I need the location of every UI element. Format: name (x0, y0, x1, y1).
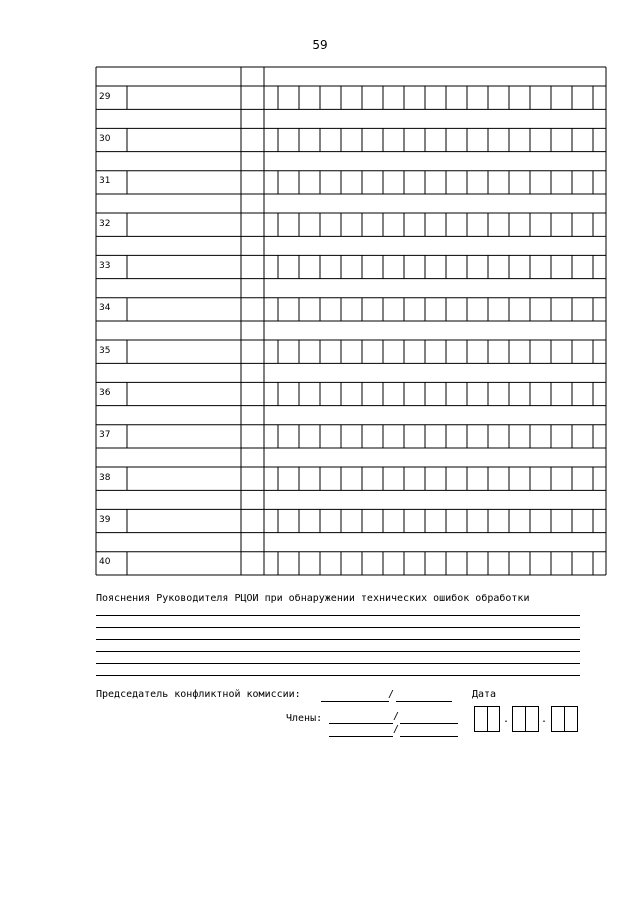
member-1-signature-line[interactable] (329, 723, 393, 724)
page-number: 59 (312, 38, 328, 52)
row-number: 38 (99, 472, 111, 483)
row-number: 35 (99, 345, 111, 356)
date-dot-1: . (503, 714, 510, 725)
chairman-separator: / (388, 689, 395, 700)
date-label: Дата (472, 689, 497, 700)
date-dot-2: . (541, 714, 548, 725)
row-number: 36 (99, 388, 111, 399)
explanation-line[interactable] (96, 651, 580, 652)
explanation-line[interactable] (96, 675, 580, 676)
members-label: Члены: (286, 713, 323, 724)
chairman-name-line[interactable] (396, 701, 452, 702)
explanation-line[interactable] (96, 639, 580, 640)
date-month-box[interactable] (512, 706, 539, 732)
explanation-line[interactable] (96, 627, 580, 628)
row-number: 29 (99, 91, 111, 102)
row-number: 33 (99, 261, 111, 272)
row-number: 40 (99, 557, 111, 568)
row-number: 32 (99, 218, 111, 229)
explanation-line[interactable] (96, 663, 580, 664)
row-number: 34 (99, 303, 111, 314)
row-number: 31 (99, 176, 111, 187)
member-2-signature-line[interactable] (329, 736, 393, 737)
member-1-separator: / (393, 711, 400, 722)
date-day-box[interactable] (474, 706, 500, 732)
member-2-name-line[interactable] (400, 736, 458, 737)
row-number: 30 (99, 134, 111, 145)
row-number: 37 (99, 430, 111, 441)
date-year-box[interactable] (551, 706, 578, 732)
explanation-line[interactable] (96, 615, 580, 616)
explanations-title: Пояснения Руководителя РЦОИ при обнаружении технических ошибок обработки (96, 593, 530, 604)
chairman-label: Председатель конфликтной комиссии: (96, 689, 301, 700)
chairman-signature-line[interactable] (321, 701, 389, 702)
member-2-separator: / (393, 724, 400, 735)
member-1-name-line[interactable] (400, 723, 458, 724)
row-number: 39 (99, 515, 111, 526)
